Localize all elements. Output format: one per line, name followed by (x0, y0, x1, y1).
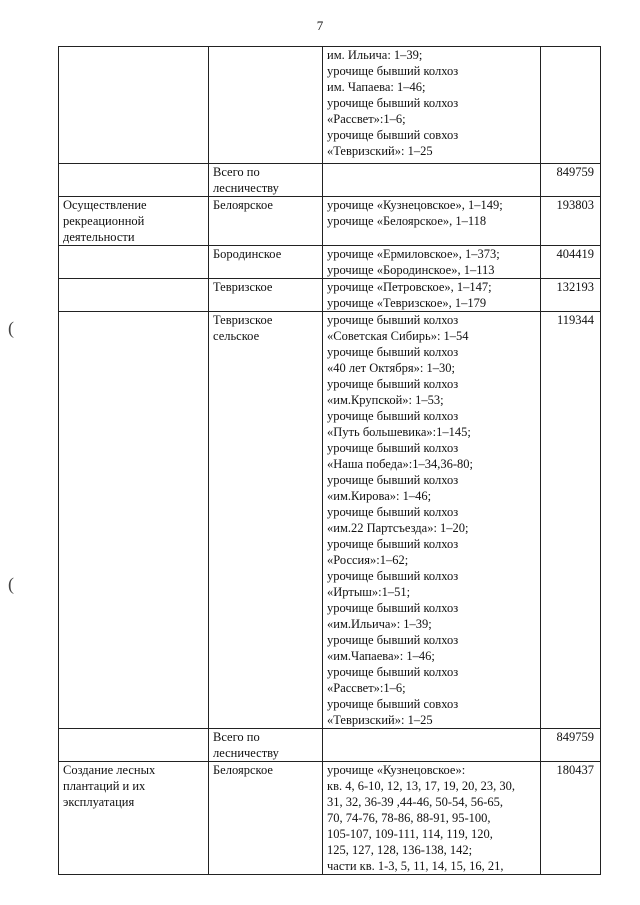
tract-line: 31, 32, 36-39 ,44-46, 50-54, 56-65, (327, 795, 504, 809)
forestry-cell: Тевризское (209, 279, 323, 312)
tract-line: «им.Крупской»: 1–53; (327, 393, 444, 407)
tract-line: «40 лет Октября»: 1–30; (327, 361, 455, 375)
tract-line: «Тевризский»: 1–25 (327, 713, 433, 727)
tract-line: 70, 74-76, 78-86, 88-91, 95-100, (327, 811, 491, 825)
activity-cell (59, 729, 209, 762)
table-row (59, 246, 601, 279)
tracts-cell (323, 246, 541, 279)
tract-line: урочище бывший колхоз (327, 64, 459, 78)
tract-line: урочище «Бородинское», 1–113 (327, 263, 495, 277)
tract-line: урочище бывший колхоз (327, 537, 459, 551)
forestry-cell: Белоярское (209, 762, 323, 875)
tracts-cell (323, 312, 541, 729)
table-body (59, 47, 601, 875)
tract-line: урочище «Кузнецовское», 1–149; (327, 198, 503, 212)
tract-line: «им.22 Партсъезда»: 1–20; (327, 521, 469, 535)
tract-line: урочище бывший колхоз (327, 313, 459, 327)
tract-line: урочище бывший колхоз (327, 665, 459, 679)
table-row (59, 312, 601, 729)
tract-line: «им.Кирова»: 1–46; (327, 489, 432, 503)
table-row (59, 762, 601, 875)
table-row (59, 279, 601, 312)
tract-line: кв. 4, 6-10, 12, 13, 17, 19, 20, 23, 30, (327, 779, 516, 793)
tract-line: урочище бывший колхоз (327, 409, 459, 423)
tract-line: урочище бывший колхоз (327, 473, 459, 487)
area-cell: 193803 (541, 197, 601, 246)
table-row (59, 164, 601, 197)
activity-cell (59, 164, 209, 197)
tract-line: «Рассвет»:1–6; (327, 112, 406, 126)
tract-line: урочище «Кузнецовское»: (327, 763, 466, 777)
table-row (59, 729, 601, 762)
tract-line: урочище бывший колхоз (327, 96, 459, 110)
table-row (59, 47, 601, 164)
tract-line: урочище «Петровское», 1–147; (327, 280, 492, 294)
tract-line: «Рассвет»:1–6; (327, 681, 406, 695)
tract-line: «им.Ильича»: 1–39; (327, 617, 432, 631)
tract-line: «Тевризский»: 1–25 (327, 144, 433, 158)
activity-cell: Осуществление рекреационной деятельности (59, 197, 209, 246)
tract-line: «Иртыш»:1–51; (327, 585, 411, 599)
activity-cell (59, 312, 209, 729)
tract-line: «им.Чапаева»: 1–46; (327, 649, 435, 663)
table-row (59, 197, 601, 246)
activity-cell (59, 246, 209, 279)
tract-line: урочище бывший колхоз (327, 441, 459, 455)
margin-mark: ( (8, 574, 14, 594)
tracts-cell (323, 762, 541, 875)
area-cell: 849759 (541, 729, 601, 762)
area-cell: 132193 (541, 279, 601, 312)
area-cell: 404419 (541, 246, 601, 279)
tract-line: урочище бывший колхоз (327, 345, 459, 359)
tract-line: 125, 127, 128, 136-138, 142; (327, 843, 473, 857)
area-cell: 849759 (541, 164, 601, 197)
tract-line: «Россия»:1–62; (327, 553, 409, 567)
page-number: 7 (316, 18, 324, 33)
tract-line: урочище бывший совхоз (327, 697, 459, 711)
area-cell: 119344 (541, 312, 601, 729)
tract-line: урочище бывший совхоз (327, 128, 459, 142)
tract-line: урочище «Белоярское», 1–118 (327, 214, 487, 228)
tract-line: урочище «Тевризское», 1–179 (327, 296, 487, 310)
tract-line: урочище бывший колхоз (327, 377, 459, 391)
forestry-cell: Бородинское (209, 246, 323, 279)
activity-cell (59, 47, 209, 164)
activity-cell: Создание лесных плантаций и их эксплуатация (59, 762, 209, 875)
tracts-cell (323, 279, 541, 312)
tract-line: урочище бывший колхоз (327, 633, 459, 647)
tract-line: урочище бывший колхоз (327, 569, 459, 583)
tract-line: «Путь большевика»:1–145; (327, 425, 471, 439)
tract-line: урочище бывший колхоз (327, 505, 459, 519)
tract-line: части кв. 1-3, 5, 11, 14, 15, 16, 21, (327, 859, 504, 873)
margin-mark: ( (8, 318, 14, 338)
tracts-cell (323, 164, 541, 197)
tract-line: урочище бывший колхоз (327, 601, 459, 615)
tract-line: урочище «Ермиловское», 1–373; (327, 247, 500, 261)
tracts-cell (323, 729, 541, 762)
area-cell (541, 47, 601, 164)
forestry-cell: Всего по лесничеству (209, 729, 323, 762)
tract-line: 105-107, 109-111, 114, 119, 120, (327, 827, 493, 841)
tract-line: им. Чапаева: 1–46; (327, 80, 426, 94)
tracts-cell (323, 197, 541, 246)
activity-cell (59, 279, 209, 312)
tract-line: им. Ильича: 1–39; (327, 48, 423, 62)
forestry-cell: Белоярское (209, 197, 323, 246)
forestry-cell: Тевризское сельское (209, 312, 323, 729)
tract-line: «Советская Сибирь»: 1–54 (327, 329, 469, 343)
forest-use-table (58, 46, 601, 875)
tracts-cell (323, 47, 541, 164)
tract-line: «Наша победа»:1–34,36-80; (327, 457, 474, 471)
forestry-cell: Всего по лесничеству (209, 164, 323, 197)
forestry-cell (209, 47, 323, 164)
area-cell: 180437 (541, 762, 601, 875)
